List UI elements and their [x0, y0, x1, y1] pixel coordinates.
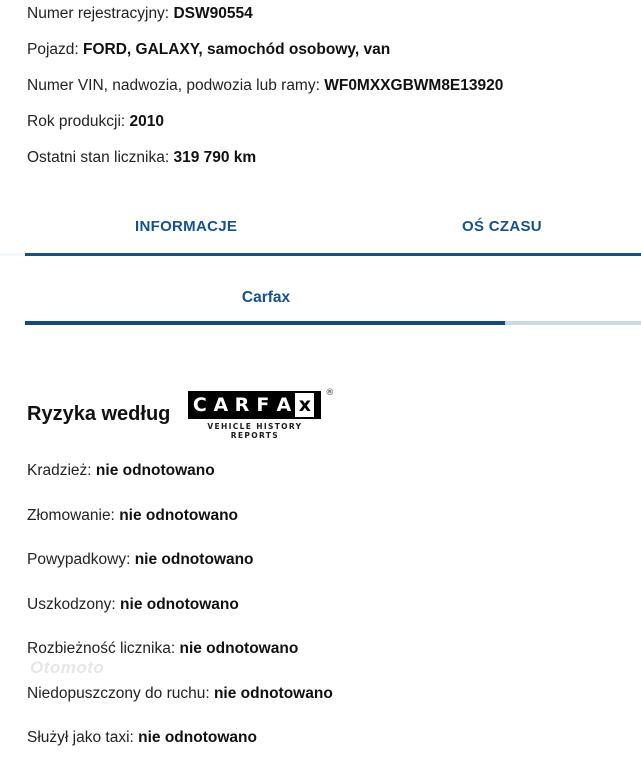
secondary-tab-rule-active [25, 321, 505, 325]
secondary-tab-rule-inactive [505, 321, 641, 325]
vehicle-summary [0, 6, 641, 166]
risk-value: nie odnotowano [213, 684, 333, 702]
risk-row-niedopuszczony-do-ruchu [27, 686, 617, 702]
tab-os-czasu[interactable]: OŚ CZASU [462, 218, 542, 235]
carfax-wordmark [188, 391, 321, 419]
summary-row-odometer [27, 150, 641, 166]
risk-value: nie odnotowano [95, 462, 215, 479]
risks-title: Ryzyka według [27, 403, 171, 425]
summary-value: WF0MXXGBWM8E13920 [324, 77, 504, 94]
risk-row-rozbieznosc-licznika [27, 641, 617, 657]
risk-label: Powypadkowy: [27, 551, 135, 568]
summary-label: Rok produkcji: [27, 113, 130, 130]
summary-row-vin [27, 78, 641, 94]
summary-value: FORD, GALAXY, samochód osobowy, van [83, 41, 391, 58]
primary-tab-rule-inactive [0, 253, 25, 256]
summary-label: Ostatni stan licznika: [27, 149, 174, 166]
carfax-letter-f: F [253, 393, 272, 417]
primary-tab-bar [0, 218, 641, 260]
risk-value: nie odnotowano [119, 506, 239, 524]
carfax-letter-x: x [295, 393, 314, 417]
risk-label: Służył jako taxi: [27, 729, 139, 746]
summary-label: Numer VIN, nadwozia, podwozia lub ramy: [27, 77, 325, 94]
risks-header [27, 388, 335, 440]
secondary-tab-bar [0, 289, 641, 331]
risk-label: Uszkodzony: [27, 595, 121, 613]
summary-value: DSW90554 [173, 5, 253, 22]
risk-label: Niedopuszczony do ruchu: [27, 684, 214, 702]
carfax-letter-a1: A [211, 393, 230, 417]
primary-tab-rule-active [25, 253, 641, 256]
risk-label: Złomowanie: [27, 506, 120, 524]
risk-row-powypadkowy [27, 552, 617, 568]
risk-row-uszkodzony [27, 597, 617, 613]
summary-label: Numer rejestracyjny: [27, 5, 174, 22]
risk-value: nie odnotowano [134, 551, 254, 568]
carfax-letter-r: R [232, 393, 251, 417]
risk-row-zlomowanie [27, 508, 617, 524]
risk-value: nie odnotowano [120, 595, 239, 613]
risk-row-taxi [27, 730, 617, 746]
registered-trademark-icon: ® [325, 388, 335, 398]
risk-row-kradziez [27, 463, 617, 479]
risk-label: Rozbieżność licznika: [27, 640, 180, 657]
summary-row-vehicle [27, 42, 641, 58]
carfax-logo [188, 388, 335, 440]
carfax-letter-c: C [190, 393, 209, 417]
watermark: Otomoto [30, 658, 105, 677]
summary-value: 2010 [129, 113, 164, 130]
risk-value: nie odnotowano [138, 729, 257, 746]
risk-list [27, 463, 617, 775]
summary-value: 319 790 km [173, 149, 257, 166]
carfax-tagline: VEHICLE HISTORY REPORTS [207, 422, 303, 440]
summary-row-year [27, 114, 641, 130]
summary-label: Pojazd: [27, 41, 84, 58]
tab-informacje[interactable]: INFORMACJE [135, 218, 238, 235]
carfax-letter-a2: A [274, 393, 293, 417]
risk-value: nie odnotowano [179, 640, 299, 657]
summary-row-registration [27, 6, 641, 22]
tab-carfax[interactable]: Carfax [241, 289, 291, 306]
risk-label: Kradzież: [27, 462, 96, 479]
